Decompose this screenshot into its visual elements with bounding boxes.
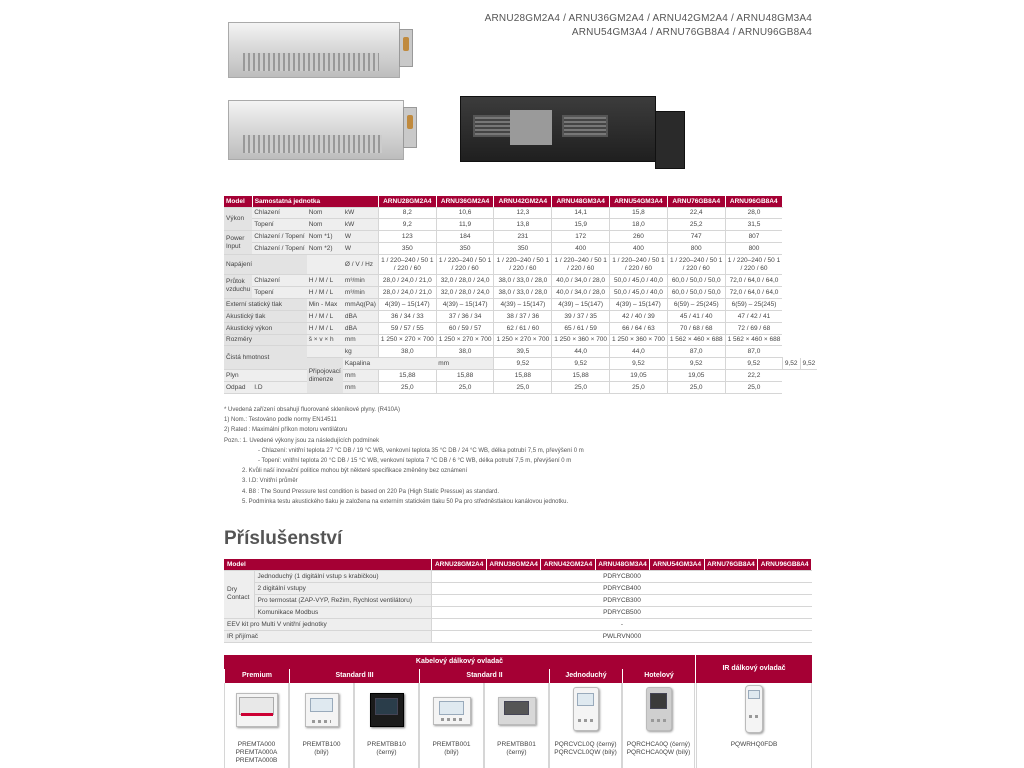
spec-cell: 25,0 (378, 382, 436, 394)
spec-row-param: Nom *1) (307, 231, 343, 243)
spec-cell: 25,2 (667, 219, 725, 231)
spec-cell: 807 (725, 231, 782, 243)
spec-cell: 40,0 / 34,0 / 28,0 (552, 286, 610, 298)
spec-cell: 400 (552, 243, 610, 255)
accessory-row (224, 606, 812, 618)
spec-notes (224, 405, 584, 507)
spec-group-label: Externí statický tlak (224, 298, 307, 310)
spec-cell: 39,5 (494, 346, 552, 358)
accessory-label: Pro termostat (ZAP-VYP, Režim, Rychlost ventilátoru) (254, 594, 432, 606)
spec-cell: 1 562 × 460 × 688 (667, 334, 725, 346)
accessories-header-row (224, 559, 812, 570)
spec-cell: 22,4 (667, 207, 725, 219)
accessory-code: PDRYCB000 (432, 570, 812, 582)
spec-cell: 70 / 68 / 68 (667, 322, 725, 334)
accessories-header-model-1: ARNU28GM2A4 (432, 559, 486, 570)
spec-cell: 40,0 / 34,0 / 28,0 (552, 275, 610, 287)
spec-row-unit: dBA (343, 322, 379, 334)
spec-cell: 19,05 (667, 370, 725, 382)
note-line: Pozn.: 1. Uvedené výkony jsou za následujících podmínek (224, 437, 380, 444)
spec-cell: 800 (667, 243, 725, 255)
spec-cell: 260 (610, 231, 668, 243)
spec-cell: 9,52 (494, 358, 552, 370)
spec-row-unit: mm (436, 358, 494, 370)
spec-row-label: Chlazení / Topení (252, 243, 306, 255)
spec-header-model-6: ARNU76GB8A4 (667, 196, 725, 207)
spec-header-model-7: ARNU96GB8A4 (725, 196, 782, 207)
spec-header-model-4: ARNU48GM3A4 (552, 196, 610, 207)
spec-row-unit: kg (343, 346, 379, 358)
spec-cell: 184 (436, 231, 494, 243)
spec-row-unit: mm (343, 334, 379, 346)
spec-group-label: Akustický tlak (224, 310, 307, 322)
spec-row (224, 243, 817, 255)
accessory-label: Jednoduchý (1 digitální vstup s krabičkou) (254, 570, 432, 582)
spec-cell: 9,52 (610, 358, 668, 370)
spec-cell: 45 / 41 / 40 (667, 310, 725, 322)
spec-cell: 38,0 (436, 346, 494, 358)
spec-cell: 1 250 × 270 × 700 (436, 334, 494, 346)
spec-row (224, 207, 817, 219)
spec-header-unit: Samostatná jednotka (252, 196, 378, 207)
spec-cell: 4(39) – 15(147) (552, 298, 610, 310)
spec-row (224, 275, 817, 287)
accessory-label: 2 digitální vstupy (254, 582, 432, 594)
accessory-label: EEV kit pro Multi V vnitřní jednotky (224, 618, 432, 630)
remote-hotel-label: PQRCHCA0Q (černý) PQRCHCA0QW (bílý) (626, 741, 691, 756)
spec-cell: 38,0 (378, 346, 436, 358)
accessory-row (224, 618, 812, 630)
spec-cell: 87,0 (725, 346, 782, 358)
spec-row-unit: m³/min (343, 286, 379, 298)
spec-cell: 39 / 37 / 35 (552, 310, 610, 322)
spec-group-label: Průtok vzduchu (224, 275, 252, 299)
spec-cell: 28,0 (725, 207, 782, 219)
spec-header-model-2: ARNU36GM2A4 (436, 196, 494, 207)
spec-cell: 36 / 34 / 33 (378, 310, 436, 322)
spec-cell: 15,8 (610, 207, 668, 219)
spec-row-label: Chlazení (252, 207, 306, 219)
spec-header-model-3: ARNU42GM2A4 (494, 196, 552, 207)
spec-table (224, 196, 817, 394)
spec-cell: 747 (667, 231, 725, 243)
spec-cell: 11,9 (436, 219, 494, 231)
remote-standard3-black-label: PREMTBB10 (černý) (367, 741, 406, 756)
remote-standard2-black-label: PREMTBB01 (černý) (497, 741, 536, 756)
spec-cell: 32,0 / 28,0 / 24,0 (436, 275, 494, 287)
spec-row-unit: dBA (343, 310, 379, 322)
spec-row-unit: mm (343, 370, 379, 382)
spec-cell: 72,0 / 64,0 / 64,0 (725, 275, 782, 287)
accessories-table (224, 559, 812, 643)
note-line: 2) Rated : Maximální příkon motoru ventilátoru (224, 427, 348, 434)
spec-cell: 1 250 × 270 × 700 (494, 334, 552, 346)
remote-standard2-black-icon (498, 697, 536, 725)
spec-cell: 231 (494, 231, 552, 243)
spec-cell: 50,0 / 45,0 / 40,0 (610, 286, 668, 298)
spec-row-unit: W (343, 243, 379, 255)
spec-row-unit: Ø / V / Hz (343, 255, 379, 275)
remote-ir (696, 683, 812, 768)
spec-group-label: Výkon (224, 207, 252, 231)
spec-cell: 10,6 (436, 207, 494, 219)
accessory-code: PWLRVN000 (432, 630, 812, 642)
spec-cell: 350 (494, 243, 552, 255)
spec-cell: 9,52 (782, 358, 800, 370)
spec-cell: 13,8 (494, 219, 552, 231)
spec-cell: 60,0 / 50,0 / 50,0 (667, 275, 725, 287)
remote-standard2-black (484, 683, 549, 768)
remote-standard2-white-icon (433, 697, 471, 725)
spec-cell: 350 (378, 243, 436, 255)
spec-row-param: Nom *2) (307, 243, 343, 255)
spec-group-label: Napájení (224, 255, 307, 275)
spec-cell: 9,52 (667, 358, 725, 370)
group-hotel: Hotelový (622, 669, 695, 683)
wired-remote-band: Kabelový dálkový ovladač (224, 655, 695, 669)
accessory-row (224, 582, 812, 594)
spec-cell: 8,2 (378, 207, 436, 219)
remote-simple-label: PQRCVCL0Q (černý) PQRCVCL0QW (bílý) (554, 741, 617, 756)
spec-group-label: Rozměry (224, 334, 307, 346)
spec-cell: 60 / 59 / 57 (436, 322, 494, 334)
spec-row (224, 322, 817, 334)
spec-row-param: Min - Max (307, 298, 343, 310)
accessories-header-model-5: ARNU54GM3A4 (650, 559, 704, 570)
accessory-row (224, 594, 812, 606)
group-premium: Premium (224, 669, 289, 683)
note-line: 4. B8 : The Sound Pressure test condition is based on 220 Pa (High Static Pressue) as standard. (242, 488, 500, 495)
accessories-header-model-7: ARNU96GB8A4 (758, 559, 812, 570)
spec-cell: 15,88 (436, 370, 494, 382)
spec-cell: 400 (610, 243, 668, 255)
accessories-header-model-3: ARNU42GM2A4 (541, 559, 595, 570)
spec-cell: 44,0 (552, 346, 610, 358)
spec-cell: 1 250 × 270 × 700 (378, 334, 436, 346)
spec-row-param: H / M / L (307, 286, 343, 298)
spec-row (224, 334, 817, 346)
spec-row-param: Nom (307, 219, 343, 231)
spec-row-param: H / M / L (307, 310, 343, 322)
spec-row (224, 255, 817, 275)
spec-cell: 1 562 × 460 × 688 (725, 334, 782, 346)
spec-row (224, 298, 817, 310)
spec-cell: 38,0 / 33,0 / 28,0 (494, 275, 552, 287)
spec-row (224, 310, 817, 322)
spec-cell: 1 250 × 360 × 700 (552, 334, 610, 346)
spec-row (224, 346, 817, 358)
spec-cell: 44,0 (610, 346, 668, 358)
spec-row-param: Nom (307, 207, 343, 219)
spec-row-unit: m³/min (343, 275, 379, 287)
dry-contact-label: Dry Contact (224, 570, 254, 618)
spec-cell: 25,0 (667, 382, 725, 394)
spec-cell: 25,0 (494, 382, 552, 394)
models-line-1: ARNU28GM2A4 / ARNU36GM2A4 / ARNU42GM2A4 / ARNU48GM3A4 (484, 13, 812, 24)
accessory-row (224, 570, 812, 582)
product-image-duct-silver-small (228, 22, 400, 78)
spec-cell: 25,0 (725, 382, 782, 394)
accessory-row (224, 630, 812, 642)
spec-cell: 25,0 (552, 382, 610, 394)
remote-premium-label: PREMTA000 PREMTA000A PREMTA000B (235, 741, 278, 764)
spec-header-model: Model (224, 196, 252, 207)
remote-standard3-white-label: PREMTB100 (bílý) (302, 741, 341, 756)
spec-cell: 60,0 / 50,0 / 50,0 (667, 286, 725, 298)
group-standard-2: Standard II (419, 669, 549, 683)
note-line: 3. I.D: Vnitřní průměr (242, 478, 298, 485)
spec-cell: 15,9 (552, 219, 610, 231)
accessory-label: Komunikace Modbus (254, 606, 432, 618)
spec-group-label: Akustický výkon (224, 322, 307, 334)
spec-header-row (224, 196, 817, 207)
accessories-header-model-4: ARNU48GM3A4 (595, 559, 649, 570)
ir-remote-band: IR dálkový ovladač (696, 655, 812, 683)
product-image-duct-dark (460, 96, 656, 162)
note-line: 2. Kvůli naší inovační politice mohou být některé specifikace změněny bez oznámení (242, 468, 468, 475)
spec-row-param: H / M / L (307, 275, 343, 287)
remote-hotel-icon (646, 687, 672, 731)
accessory-code: PDRYCB500 (432, 606, 812, 618)
spec-cell: 9,2 (378, 219, 436, 231)
spec-cell: 4(39) – 15(147) (610, 298, 668, 310)
remote-simple (549, 683, 622, 768)
spec-row-param (307, 255, 343, 275)
spec-cell: 15,88 (378, 370, 436, 382)
accessory-code: PDRYCB400 (432, 582, 812, 594)
spec-row-unit: kW (343, 219, 379, 231)
spec-cell: 4(39) – 15(147) (436, 298, 494, 310)
spec-cell: 87,0 (667, 346, 725, 358)
spec-cell: 1 / 220–240 / 50 1 / 220 / 60 (610, 255, 668, 275)
spec-cell: 25,0 (610, 382, 668, 394)
spec-header-model-5: ARNU54GM3A4 (610, 196, 668, 207)
group-standard-3: Standard III (289, 669, 419, 683)
spec-cell: 1 / 220–240 / 50 1 / 220 / 60 (667, 255, 725, 275)
spec-cell: 59 / 57 / 55 (378, 322, 436, 334)
spec-row-label: Plyn (224, 370, 252, 382)
spec-cell: 4(39) – 15(147) (378, 298, 436, 310)
spec-cell: 42 / 40 / 39 (610, 310, 668, 322)
spec-cell: 6(59) – 25(245) (725, 298, 782, 310)
accessories-header-model: Model (224, 559, 432, 570)
note-line: 1) Nom.: Testováno podle normy EN14511 (224, 417, 337, 424)
remote-standard3-black-icon (370, 693, 404, 727)
models-header (485, 12, 812, 40)
note-line: - Topení: vnitřní teplota 20 °C DB / 15 °C WB, venkovní teplota 7 °C DB / 6 °C WB, délka potrubí 7,5 m, převýšení 0 m (258, 458, 572, 465)
spec-cell: 38 / 37 / 36 (494, 310, 552, 322)
spec-group-label: Čistá hmotnost (224, 346, 307, 370)
accessories-header-model-2: ARNU36GM2A4 (486, 559, 540, 570)
remote-ir-icon (745, 685, 763, 733)
remote-standard2-white-label: PREMTB001 (bílý) (432, 741, 471, 756)
spec-row (224, 358, 817, 370)
spec-row-unit: kW (343, 207, 379, 219)
remote-standard2-white (419, 683, 484, 768)
spec-cell: 800 (725, 243, 782, 255)
remote-standard3-white (289, 683, 354, 768)
spec-cell: 1 / 220–240 / 50 1 / 220 / 60 (725, 255, 782, 275)
remote-ir-label: PQWRHQ0FDB (730, 741, 778, 748)
accessories-header-model-6: ARNU76GB8A4 (704, 559, 758, 570)
spec-row-label: Topení (252, 286, 306, 298)
spec-cell: 72 / 69 / 68 (725, 322, 782, 334)
spec-cell: 28,0 / 24,0 / 21,0 (378, 286, 436, 298)
spec-cell: 1 / 220–240 / 50 1 / 220 / 60 (378, 255, 436, 275)
remote-standard3-black (354, 683, 419, 768)
spec-row-unit: W (343, 231, 379, 243)
accessory-code: - (432, 618, 812, 630)
spec-cell: 19,05 (610, 370, 668, 382)
spec-row-label: Kapalina (343, 358, 379, 370)
spec-row-label: Chlazení / Topení (252, 231, 306, 243)
spec-row (224, 286, 817, 298)
spec-cell: 18,0 (610, 219, 668, 231)
remote-controllers (224, 655, 812, 768)
spec-cell: 31,5 (725, 219, 782, 231)
spec-cell: 1 250 × 360 × 700 (610, 334, 668, 346)
spec-cell: 32,0 / 28,0 / 24,0 (436, 286, 494, 298)
spec-cell: 1 / 220–240 / 50 1 / 220 / 60 (552, 255, 610, 275)
note-line: 5. Podmínka testu akustického tlaku je založena na externím statickém tlaku 50 Pa pro středněstlakou kanálovou jednotku. (242, 498, 569, 505)
spec-cell: 1 / 220–240 / 50 1 / 220 / 60 (436, 255, 494, 275)
spec-row-param: š × v × h (307, 334, 343, 346)
spec-row-param (378, 358, 436, 370)
spec-cell: 50,0 / 45,0 / 40,0 (610, 275, 668, 287)
spec-group-label: Power Input (224, 231, 252, 255)
note-line: * Uvedená zařízení obsahují fluorované skleníkové plyny. (R410A) (224, 407, 400, 413)
spec-cell: 1 / 220–240 / 50 1 / 220 / 60 (494, 255, 552, 275)
spec-group-label: Připojovací dimenze (307, 358, 343, 394)
spec-cell: 15,88 (552, 370, 610, 382)
spec-cell: 172 (552, 231, 610, 243)
spec-cell: 9,52 (552, 358, 610, 370)
spec-cell: 66 / 64 / 63 (610, 322, 668, 334)
spec-cell: 47 / 42 / 41 (725, 310, 782, 322)
spec-cell: 350 (436, 243, 494, 255)
spec-cell: 15,88 (494, 370, 552, 382)
spec-header-model-1: ARNU28GM2A4 (378, 196, 436, 207)
accessory-label: IR přijímač (224, 630, 432, 642)
note-line: - Chlazení: vnitřní teplota 27 °C DB / 19 °C WB, venkovní teplota 35 °C DB / 24 °C WB, délka potrubí 7,5 m, převýšení 0 m (258, 447, 584, 454)
group-simple: Jednoduchý (549, 669, 622, 683)
spec-cell: 62 / 61 / 60 (494, 322, 552, 334)
spec-cell: 38,0 / 33,0 / 28,0 (494, 286, 552, 298)
remote-standard3-white-icon (305, 693, 339, 727)
accessories-title: Příslušenství (224, 528, 343, 549)
spec-row-label: Topení (252, 219, 306, 231)
accessory-code: PDRYCB300 (432, 594, 812, 606)
remote-simple-icon (573, 687, 599, 731)
product-image-duct-silver-large (228, 100, 404, 160)
spec-cell: 123 (378, 231, 436, 243)
spec-cell: 4(39) – 15(147) (494, 298, 552, 310)
spec-row-label: Odpad (224, 382, 252, 394)
remote-hotel (622, 683, 695, 768)
spec-cell: 12,3 (494, 207, 552, 219)
spec-row-param: H / M / L (307, 322, 343, 334)
spec-row-unit: mm (343, 382, 379, 394)
spec-row-param: I.D (252, 382, 306, 394)
spec-cell: 22,2 (725, 370, 782, 382)
remote-premium (224, 683, 289, 768)
spec-cell: 72,0 / 64,0 / 64,0 (725, 286, 782, 298)
spec-row-param (307, 346, 343, 358)
models-line-2: ARNU54GM3A4 / ARNU76GB8A4 / ARNU96GB8A4 (571, 27, 812, 38)
spec-cell: 14,1 (552, 207, 610, 219)
remote-premium-icon (236, 693, 278, 727)
spec-cell: 28,0 / 24,0 / 21,0 (378, 275, 436, 287)
spec-cell: 9,52 (725, 358, 782, 370)
spec-row-unit: mmAq(Pa) (343, 298, 379, 310)
spec-row-param (252, 370, 306, 382)
spec-row (224, 231, 817, 243)
spec-cell: 9,52 (800, 358, 817, 370)
spec-cell: 65 / 61 / 59 (552, 322, 610, 334)
spec-row-label: Chlazení (252, 275, 306, 287)
spec-cell: 6(59) – 25(245) (667, 298, 725, 310)
spec-row (224, 219, 817, 231)
spec-cell: 25,0 (436, 382, 494, 394)
spec-cell: 37 / 36 / 34 (436, 310, 494, 322)
